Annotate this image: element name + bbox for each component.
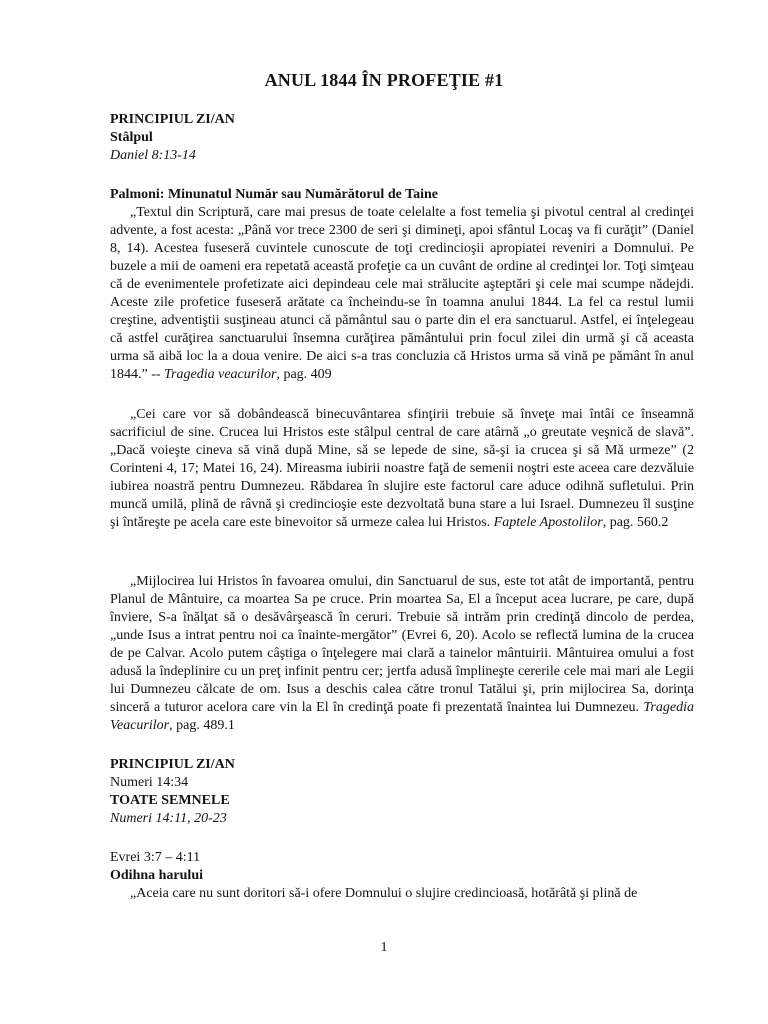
quote-paragraph: „Aceia care nu sunt doritori să-i ofere Domnului o slujire credincioasă, hotărâtă şi plină de (130, 886, 638, 901)
section-subheading: Stâlpul (110, 130, 153, 145)
scripture-reference: Daniel 8:13-14 (110, 148, 196, 163)
scripture-reference: Numeri 14:34 (110, 775, 189, 790)
section-heading: Palmoni: Minunatul Număr sau Numărătorul de Taine (110, 187, 439, 202)
quote-text: „Textul din Scriptură, care mai presus de toate celelalte a fost temelia şi pivotul central al credinţei advente, a fost acesta: „Până vor trece 2300 de seri şi dimineţi, apoi sfântul Locaş va fi curăţit” (Daniel 8, 14). Acestea fuseseră cuvintele cunoscute de toţi credincioşii apropiatei reveniri a Domnului. Pe buzele a mii de oameni era repetată această profeţie ca un cuvânt de ordine al credinţei lor. Toţi simţeau că de evenimentele profetizate aici depindeau cele mai strălucite aşteptări şi cele mai scumpe nădejdi. Aceste zile profetice fuseseră arătate ca încheindu-se în toamna anului 1844. La fel ca restul lumii creştine, adventiştii susţineau atunci că pământul sau o parte din el era sanctuarul. Astfel, ei înţelegeau că astfel curăţirea sanctuarului însemna curăţirea pământului prin focul zilei din urmă şi că aceasta urma să aibă loc la a doua venire. De aici s-a tras concluzia că Hristos urma să vină pe pământ în anul 1844.” -- (110, 205, 694, 382)
page-number: 1 (380, 940, 388, 955)
scripture-reference: Numeri 14:11, 20-23 (110, 811, 227, 826)
quote-page: , pag. 560.2 (602, 515, 669, 530)
quote-source: Tragedia veacurilor (164, 367, 277, 382)
quote-source: Faptele Apostolilor (493, 515, 603, 530)
quote-paragraph (110, 573, 694, 735)
scripture-reference: Evrei 3:7 – 4:11 (110, 850, 201, 865)
section-palmoni (110, 186, 694, 384)
section-principle-numbers (110, 756, 694, 828)
quote-paragraph (110, 406, 694, 532)
section-heading: Odihna harului (110, 868, 203, 883)
section-rest-of-grace (110, 849, 694, 903)
quote-text: „Cei care vor să dobândească binecuvântarea sfinţirii trebuie să înveţe mai întâi ce înseamnă sacrificiul de sine. Crucea lui Hristos este stâlpul central de care atârnă „o greutate veşnică de slavă”. „Dacă voieşte cineva să vină după Mine, să se lepede de sine, să-şi ia crucea şi să Mă urmeze” (2 Corinteni 4, 17; Matei 16, 24). Mireasma iubirii noastre faţă de semenii noştri este aceea care dezvăluie iubirea noastră pentru Dumnezeu. Răbdarea în slujire este factorul care aduce odihnă sufletului. Prin muncă umilă, plină de râvnă şi credincioşie este dezvoltată buna stare a lui Israel. Dumnezeu îl susţine şi întăreşte pe acela care este binevoitor să urmeze calea lui Hristos. (110, 407, 694, 530)
section-heading: TOATE SEMNELE (110, 793, 230, 808)
quote-block-mediation (110, 573, 694, 735)
document-title: ANUL 1844 ÎN PROFEŢIE #1 (264, 70, 504, 90)
section-principle-day-year (110, 111, 694, 165)
quote-source: Tragedia Veacurilor (110, 700, 694, 733)
quote-paragraph (110, 204, 694, 384)
quote-page: , pag. 409 (276, 367, 332, 382)
quote-page: , pag. 489.1 (169, 718, 235, 733)
quote-block-sanctification (110, 406, 694, 532)
section-heading: PRINCIPIUL ZI/AN (110, 757, 235, 772)
section-heading: PRINCIPIUL ZI/AN (110, 112, 235, 127)
quote-text: „Mijlocirea lui Hristos în favoarea omului, din Sanctuarul de sus, este tot atât de importantă, pentru Planul de Mântuire, ca moartea Sa pe cruce. Prin moartea Sa, El a început acea lucrare, pe care, după înviere, S-a înălţat să o desăvârşească în ceruri. Trebuie să intrăm prin credinţă dincolo de perdea, „unde Isus a intrat pentru noi ca înainte-mergător” (Evrei 6, 20). Acolo se reflectă lumina de la crucea de pe Calvar. Acolo putem câştiga o înţelegere mai clară a tainelor mântuirii. Mântuirea omului a fost adusă la îndeplinire cu un preţ infinit pentru cer; jertfa adusă împlineşte cererile cele mai mari ale Legii lui Dumnezeu călcate de om. Isus a deschis calea către tronul Tatălui şi, prin mijlocirea Sa, dorinţa sinceră a tuturor acelora care vin la El în credinţă poate fi prezentată înaintea lui Dumnezeu. (110, 574, 694, 715)
